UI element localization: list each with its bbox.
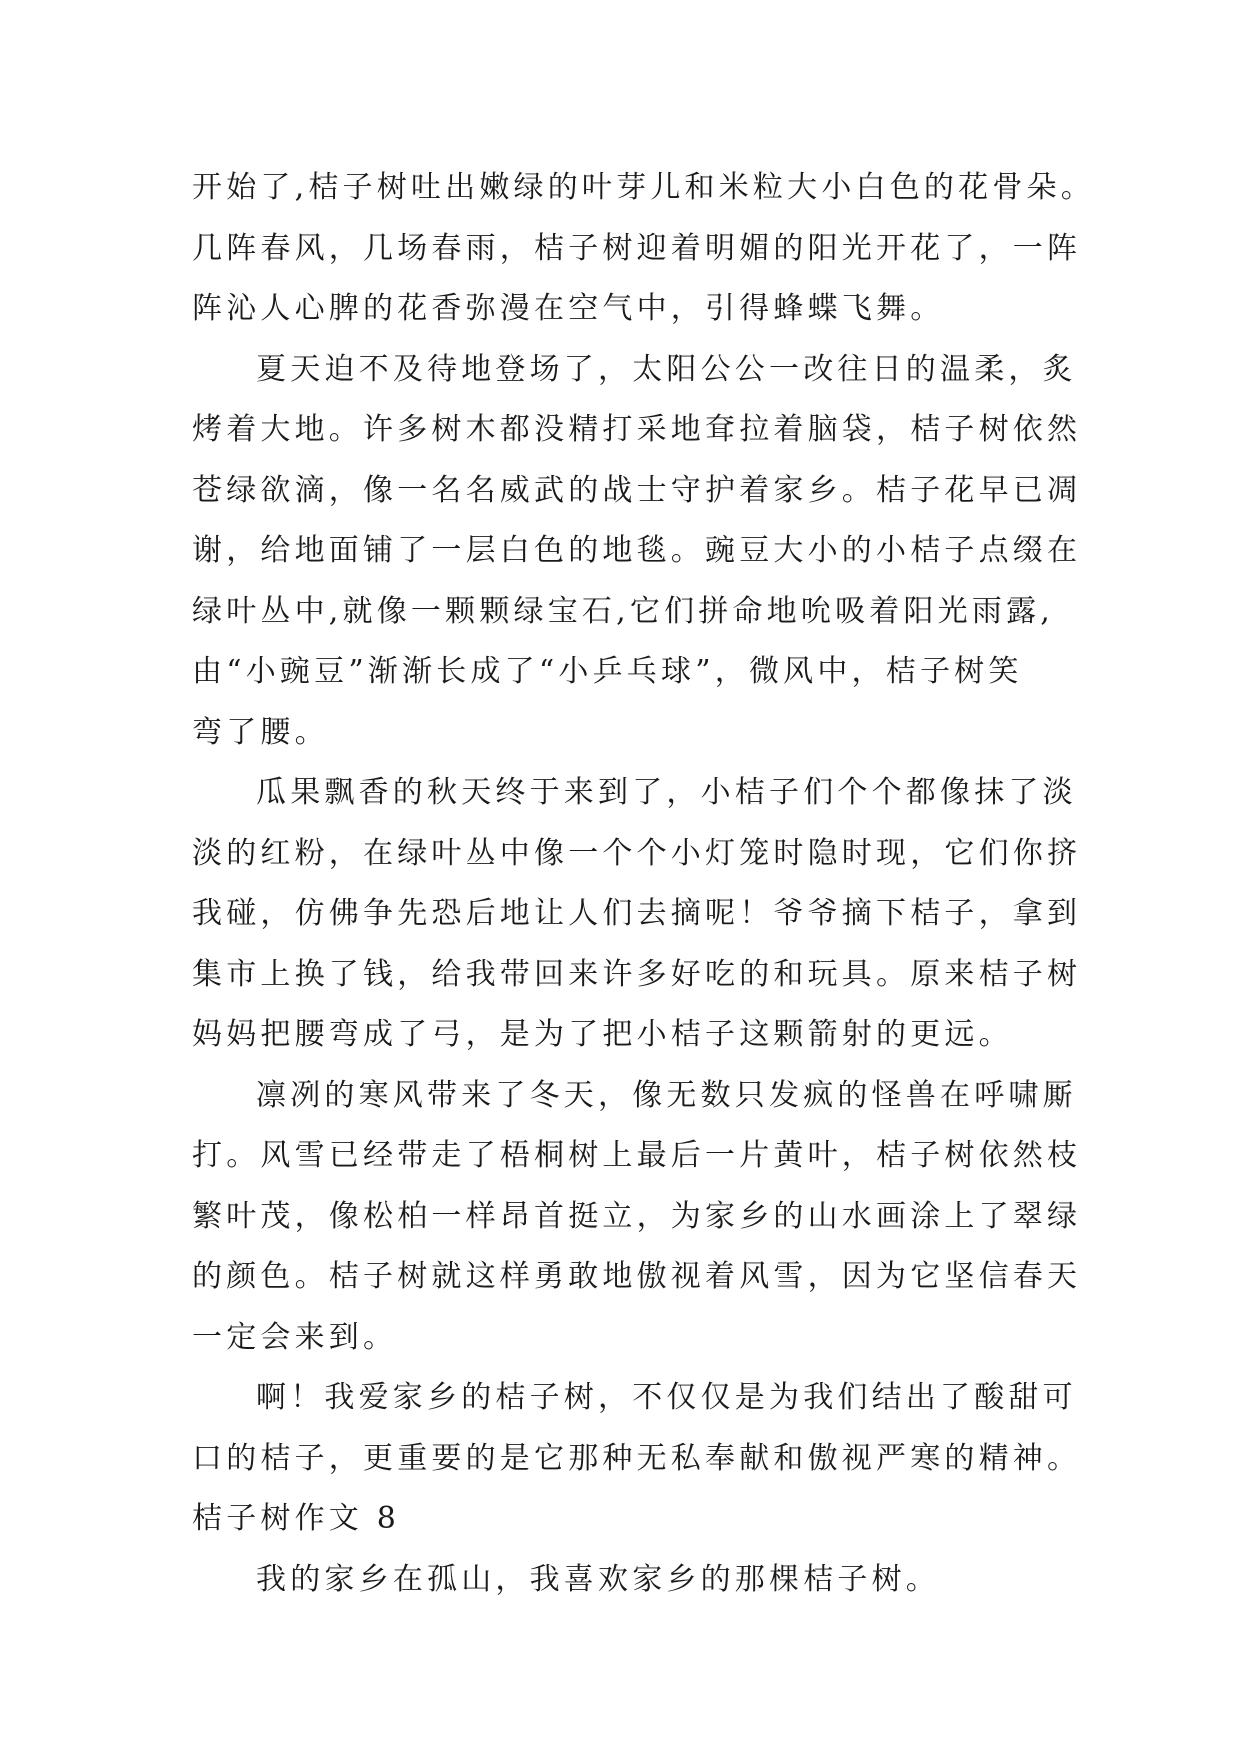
text-line: 我碰，仿佛争先恐后地让人们去摘呢！爷爷摘下桔子，拿到 [192, 896, 1082, 931]
text-line: 集市上换了钱，给我带回来许多好吃的和玩具。原来桔子树 [192, 956, 1082, 992]
paragraph-summer-start: 夏天迫不及待地登场了，太阳公公一改往日的温柔，炙 [256, 351, 1077, 387]
text-line: 烤着大地。许多树木都没精打采地耷拉着脑袋，桔子树依然 [192, 412, 1082, 447]
essay-body [192, 158, 1095, 1610]
paragraph-autumn-start: 瓜果飘香的秋天终于来到了，小桔子们个个都像抹了淡 [256, 775, 1077, 810]
paragraph-new-essay-start: 我的家乡在孤山，我喜欢家乡的那棵桔子树。 [256, 1561, 940, 1597]
text-line: 绿叶丛中,就像一颗颗绿宝石,它们拼命地吮吸着阳光雨露, [192, 593, 1055, 629]
text-line: 阵沁人心脾的花香弥漫在空气中，引得蜂蝶飞舞。 [192, 291, 945, 326]
text-line: 开始了,桔子树吐出嫩绿的叶芽儿和米粒大小白色的花骨朵。 [192, 170, 1095, 205]
text-line: 打。风雪已经带走了梧桐树上最后一片黄叶，桔子树依然枝 [192, 1138, 1082, 1173]
text-line: 苍绿欲滴，像一名名威武的战士守护着家乡。桔子花早已凋 [192, 472, 1082, 508]
text-line: 的颜色。桔子树就这样勇敢地傲视着风雪，因为它坚信春天 [192, 1259, 1082, 1294]
text-line: 繁叶茂，像松柏一样昂首挺立，为家乡的山水画涂上了翠绿 [192, 1198, 1082, 1234]
text-line: 口的桔子，更重要的是它那种无私奉献和傲视严寒的精神。 [192, 1440, 1082, 1476]
text-line: 一定会来到。 [192, 1319, 398, 1355]
text-line: 妈妈把腰弯成了弓，是为了把小桔子这颗箭射的更远。 [192, 1017, 1013, 1052]
text-line: 淡的红粉，在绿叶丛中像一个个小灯笼时隐时现，它们你挤 [192, 835, 1082, 871]
text-line: 谢，给地面铺了一层白色的地毯。豌豆大小的小桔子点缀在 [192, 533, 1082, 568]
paragraph-conclusion-start: 啊！我爱家乡的桔子树，不仅仅是为我们结出了酸甜可 [256, 1380, 1077, 1415]
paragraph-winter-start: 凛冽的寒风带来了冬天，像无数只发疯的怪兽在呼啸厮 [256, 1077, 1077, 1113]
text-line: 几阵春风，几场春雨，桔子树迎着明媚的阳光开花了，一阵 [192, 230, 1082, 266]
section-heading: 桔子树作文 8 [192, 1501, 401, 1536]
text-line: 由“小豌豆”渐渐长成了“小乒乓球”，微风中，桔子树笑 [192, 654, 1023, 689]
text-line: 弯了腰。 [192, 714, 329, 750]
